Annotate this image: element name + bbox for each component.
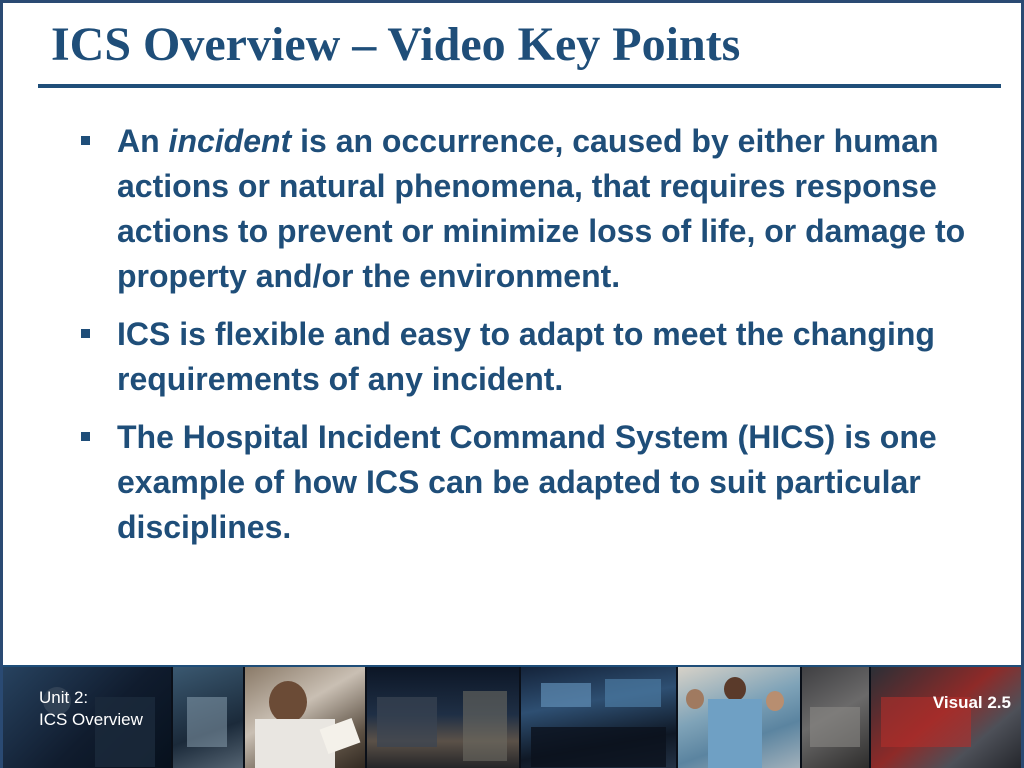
footer-photo-command-center [521, 667, 678, 768]
bullet-prefix: An [117, 123, 169, 159]
bullet-item-ics-flexible [75, 312, 975, 402]
footer-photo-emergency-vehicle [871, 667, 1024, 768]
unit-title: ICS Overview [39, 710, 143, 729]
bullet-text: is an occurrence, caused by either human actions or natural phenomena, that requires response actions to prevent or minimize loss of life, or damage to property and/or the environment. [117, 123, 966, 294]
unit-label [39, 687, 143, 731]
bullet-item-hics-example [75, 415, 975, 550]
bullet-text: ICS is flexible and easy to adapt to meet the changing requirements of any incident. [117, 316, 935, 397]
square-bullet-icon [81, 432, 90, 441]
unit-number: Unit 2: [39, 688, 89, 707]
bullet-emphasis: incident [168, 123, 292, 159]
bullet-item-incident-definition [75, 119, 975, 299]
bullet-text: The Hospital Incident Command System (HICS) is one example of how ICS can be adapted to suit particular disciplines. [117, 419, 937, 545]
footer-photo-building [367, 667, 521, 768]
square-bullet-icon [81, 136, 90, 145]
bullet-list [75, 119, 975, 563]
footer-photo-clinician [245, 667, 367, 768]
title-underline [38, 84, 1001, 88]
footer-photo-strip [3, 665, 1024, 768]
footer-photo-patient-room [802, 667, 871, 768]
slide-title: ICS Overview – Video Key Points [51, 18, 741, 71]
footer-photo-lab [173, 667, 245, 768]
footer-photo-medical-staff [678, 667, 802, 768]
square-bullet-icon [81, 329, 90, 338]
visual-number: Visual 2.5 [932, 693, 1011, 712]
